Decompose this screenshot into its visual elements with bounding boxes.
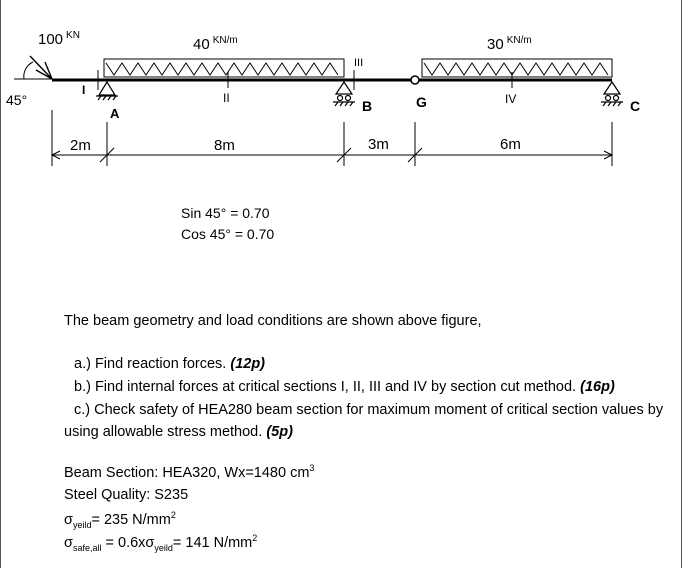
sin-line: Sin 45° = 0.70 [181,205,270,221]
hinge-label-g: G [416,94,427,110]
udl-left-arrows [106,63,338,75]
udl-right-arrows-zigzag [424,63,608,75]
dimension-2m: 2m [70,137,91,154]
cos-line: Cos 45° = 0.70 [181,226,275,242]
beam-section-info: Beam Section: HEA320, Wx=1480 $cm^3$ [64,463,315,481]
dimension-6m: 6m [500,136,521,153]
udl-right-label: 30 $^{KN/m}$ [487,35,532,53]
question-a: a.) Find reaction forces. (12p) [74,356,266,372]
safe-stress-info: $\sigma_{safe,all} = 0.6x\sigma_{yeild}= 141$ $N/mm^2$ [64,533,258,553]
point-load-unit: KN [66,30,80,41]
support-a [96,82,118,100]
hinge-g [411,76,419,84]
question-c-line1: c.) Check safety of HEA280 beam section for maximum moment of critical section values by [74,402,664,418]
support-label-c: C [630,98,641,114]
section-label-ii: II [223,91,230,105]
udl-right-unit: KN/m [506,35,532,46]
angle-label: 45° [6,92,28,108]
question-c-line2: using allowable stress method. (5p) [64,424,293,440]
udl-right-arrows [424,63,608,75]
support-label-b: B [362,98,373,114]
support-label-a: A [110,106,120,121]
beam-diagram [0,0,700,180]
point-load-arrow [30,56,52,79]
udl-left-label: 40 $^{KN/m}$ [193,35,238,53]
dimension-lines [52,110,612,166]
udl-left-unit: KN/m [212,35,238,46]
problem-intro: The beam geometry and load conditions are shown above figure, [64,313,482,329]
section-label-iv: IV [505,92,517,106]
udl-left [104,59,344,77]
support-b [333,82,355,106]
question-b: b.) Find internal forces at critical sections I, II, III and IV by section cut method. (16p) [74,379,615,395]
dimension-3m: 3m [368,136,389,153]
section-label-iii: III [354,57,364,69]
udl-left-arrows-zigzag [106,63,338,75]
dimension-8m: 8m [214,137,235,154]
yield-stress-info: $\sigma_{yeild}= 235$ $N/mm^2$ [64,510,176,530]
support-c [601,82,623,106]
point-load-value: 100 $^{KN}$ [38,30,80,48]
section-label-i: I [82,83,86,97]
steel-quality-info: Steel Quality: S235 [64,487,189,503]
